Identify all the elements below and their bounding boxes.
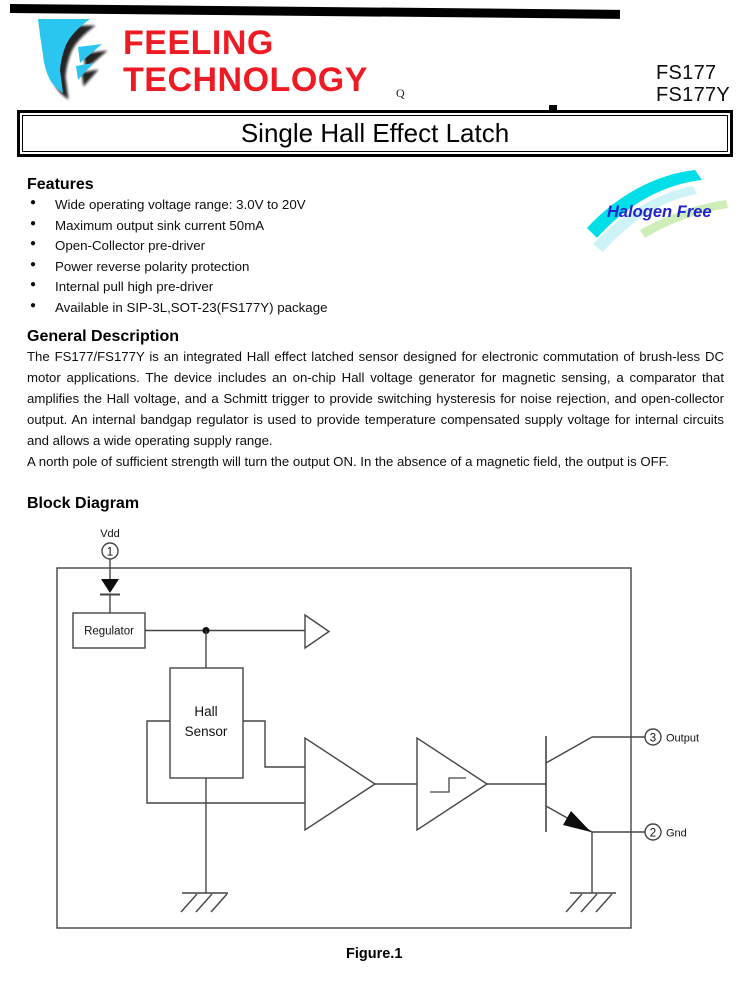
brand-name-line2: TECHNOLOGY — [123, 61, 368, 99]
features-list — [27, 196, 547, 320]
bullet-icon: ● — [30, 217, 37, 229]
wire — [243, 721, 305, 767]
pin1-number: 1 — [106, 546, 114, 559]
feature-item: ● Available in SIP-3L,SOT-23(FS177Y) package — [30, 299, 328, 315]
bullet-icon: ● — [30, 258, 37, 270]
diode-icon — [100, 579, 120, 595]
output-pin-label: Output — [666, 732, 700, 745]
bullet-icon: ● — [30, 279, 37, 291]
hall-sensor-box — [170, 668, 243, 778]
bullet-icon: ● — [30, 299, 37, 311]
feature-item: ● Maximum output sink current 50mA — [30, 217, 265, 233]
halogen-free-label: Halogen Free — [607, 203, 712, 221]
feature-item: ● Internal pull high pre-driver — [30, 279, 214, 295]
block-diagram-heading: Block Diagram — [27, 495, 140, 512]
ground-icon-right — [566, 893, 616, 912]
ic-boundary-box — [57, 568, 631, 928]
amplifier-icon — [305, 738, 375, 830]
hall-sensor-label-2: Sensor — [184, 724, 228, 739]
feature-item: ● Power reverse polarity protection — [30, 258, 250, 274]
title-bar — [17, 110, 733, 157]
registered-mark: Q — [396, 86, 405, 100]
brand-name-line1: FEELING — [123, 24, 274, 62]
general-description-text — [27, 347, 724, 472]
hall-sensor-label-1: Hall — [194, 704, 218, 719]
schmitt-trigger-icon — [417, 738, 487, 830]
feature-item: ● Wide operating voltage range: 3.0V to 20V — [30, 197, 306, 212]
features-heading: Features — [27, 176, 94, 193]
general-description-heading: General Description — [27, 328, 180, 345]
block-diagram-figure — [0, 520, 750, 950]
pin2-number: 2 — [649, 827, 657, 840]
part-number-2: FS177Y — [656, 84, 731, 106]
regulator-label: Regulator — [84, 625, 134, 638]
vdd-label: Vdd — [100, 528, 120, 540]
figure-caption: Figure.1 — [346, 946, 403, 962]
transistor-icon — [546, 736, 592, 832]
description-paragraph-2: A north pole of sufficient strength will turn the output ON. In the absence of a magnetic field, the output is OFF. — [27, 453, 669, 469]
part-number-1: FS177 — [656, 62, 717, 84]
feature-item: ● Open-Collector pre-driver — [30, 238, 206, 254]
gnd-pin-label: Gnd — [666, 827, 687, 840]
page-title: Single Hall Effect Latch — [22, 115, 728, 152]
description-paragraph-1: The FS177/FS177Y is an integrated Hall effect latched sensor designed for electronic commutation of brush-less DC motor applications. The device includes an on-chip Hall voltage generator for magnetic sensing, a comparator that amplifies the Hall voltage, and a Schmitt trigger to provide switching hysteresis for noise rejection, and open-collector output. An internal bandgap regulator is used to provide temperature compensated supply voltage for internal circuits and allows a wide operating supply range. — [27, 349, 724, 448]
bullet-icon: ● — [30, 197, 37, 208]
bullet-icon: ● — [30, 238, 37, 250]
buffer-amp-icon — [305, 615, 329, 648]
feeling-logo-icon — [34, 12, 130, 110]
halogen-free-badge — [583, 166, 733, 252]
pin3-number: 3 — [649, 732, 657, 745]
ground-icon-left — [181, 893, 228, 912]
